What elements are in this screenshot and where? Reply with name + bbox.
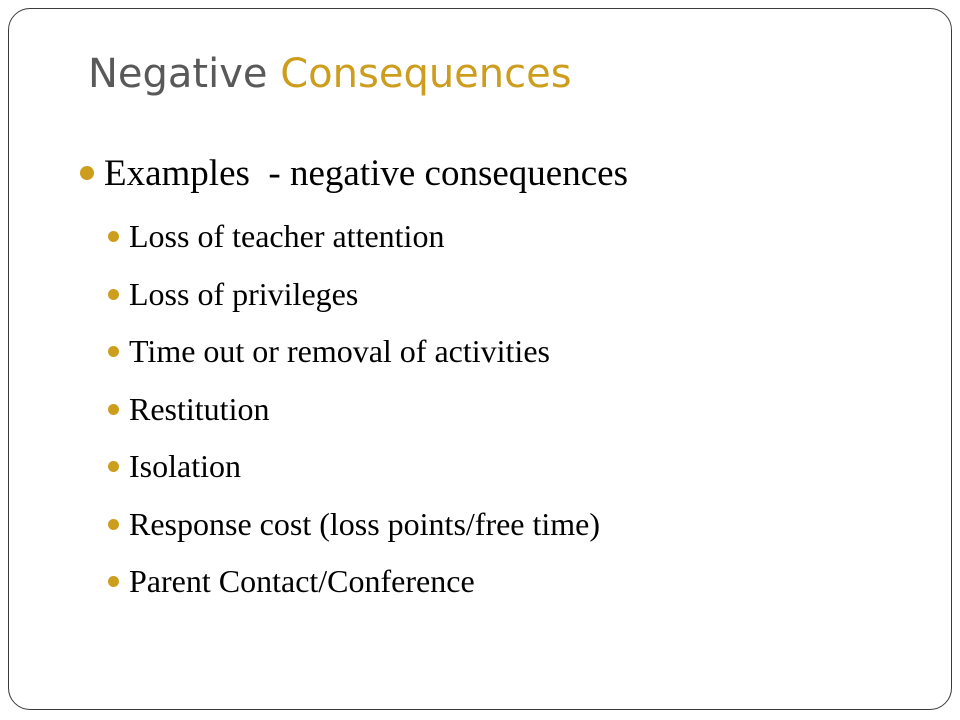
list-item [108, 208, 600, 266]
list-item [108, 323, 600, 381]
list-item-label: Time out or removal of activities [129, 333, 550, 370]
bullet-icon [108, 461, 119, 472]
list-item [108, 438, 600, 496]
list-item-label: Response cost (loss points/free time) [129, 505, 601, 542]
list-item [108, 553, 600, 611]
list-item [108, 266, 600, 324]
title-word-consequences: Consequences [280, 51, 572, 97]
list-item-label: Parent Contact/Conference [129, 563, 475, 600]
slide-title [88, 44, 572, 104]
bullet-icon [80, 166, 94, 180]
list-item-label: Isolation [129, 448, 241, 485]
bullet-icon [108, 289, 119, 300]
title-word-negative: Negative [88, 51, 268, 97]
list-item-label: Loss of privileges [129, 275, 359, 312]
bullet-icon [108, 404, 119, 415]
bullet-icon [108, 231, 119, 242]
list-item [108, 496, 600, 554]
bullet-icon [108, 519, 119, 530]
bullet-icon [108, 346, 119, 357]
bullet-icon [108, 576, 119, 587]
list-item-label: Loss of teacher attention [129, 218, 445, 255]
list-heading-text: Examples - negative consequences [104, 152, 628, 194]
list-heading [80, 148, 628, 198]
consequences-list [108, 208, 600, 611]
list-item [108, 381, 600, 439]
list-item-label: Restitution [129, 390, 270, 427]
